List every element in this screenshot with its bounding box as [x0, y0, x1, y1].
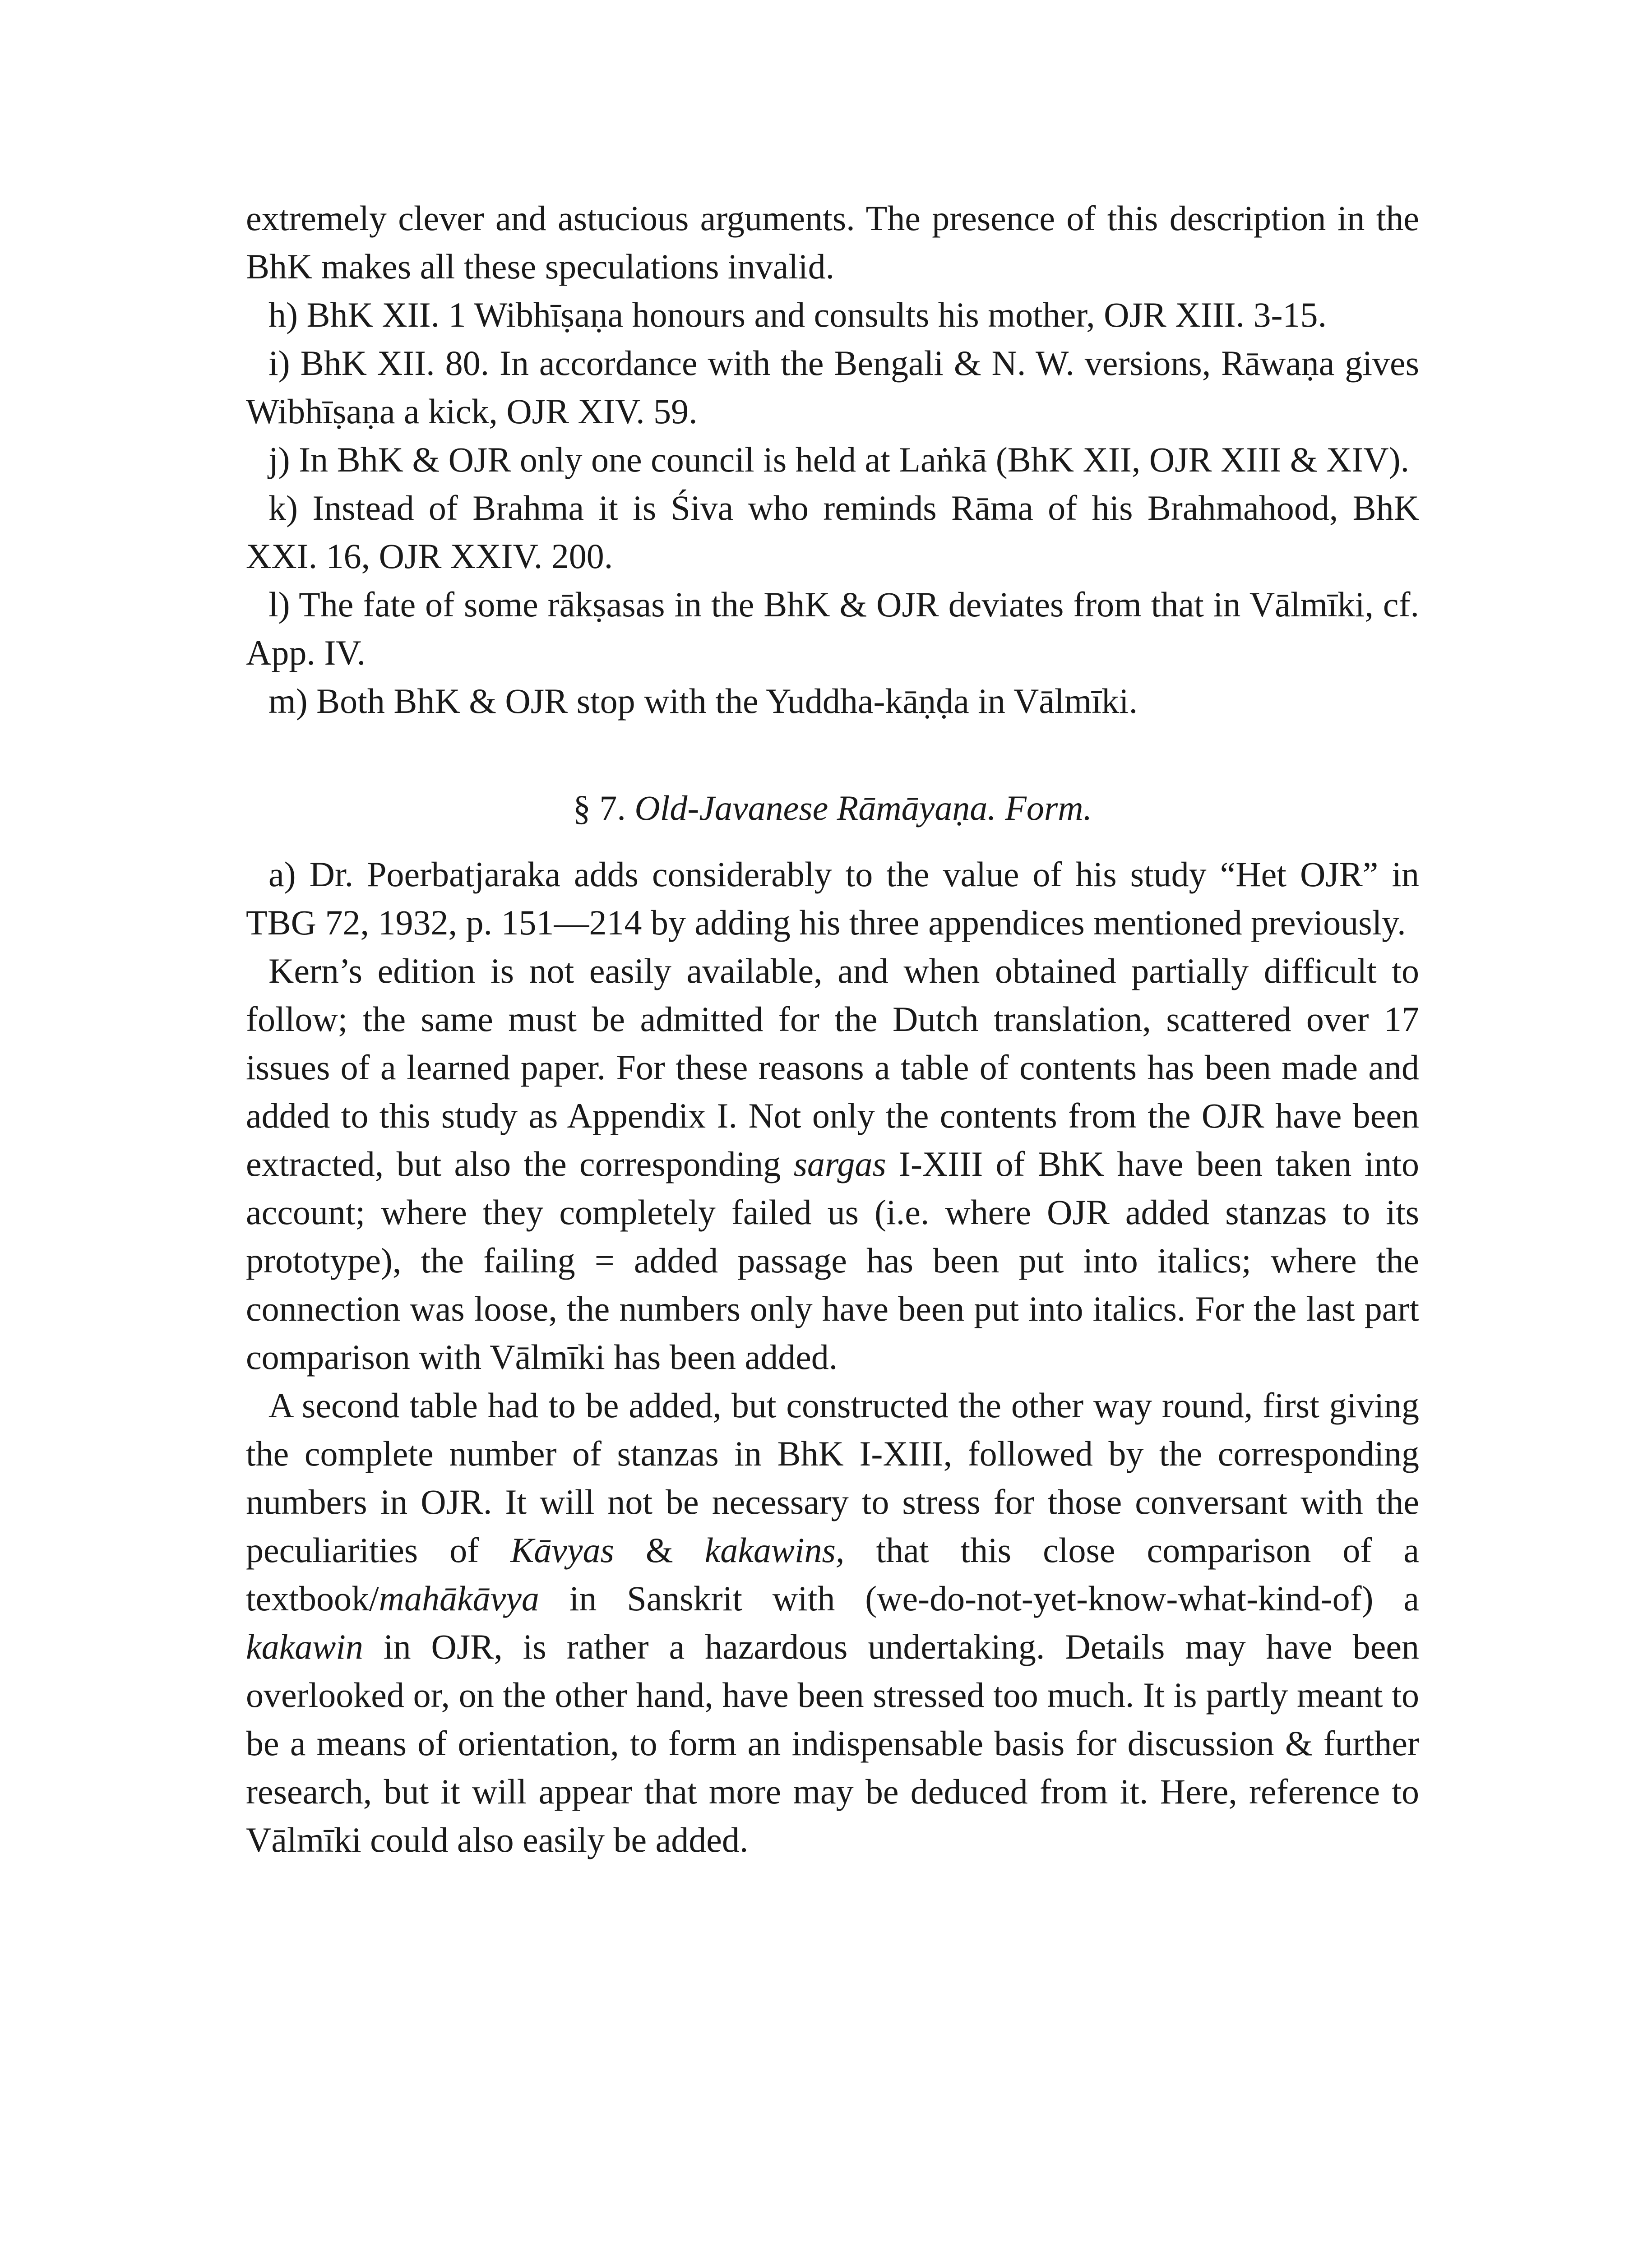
- page-content: [246, 194, 1419, 1864]
- list-item-j: j) In BhK & OJR only one council is held at Laṅkā (BhK XII, OJR XIII & XIV).: [268, 440, 1410, 479]
- paragraph-kern-sargas: sargas: [793, 1144, 886, 1183]
- paragraph-kern: [246, 947, 1419, 1381]
- paragraph-second-text-5: in OJR, is rather a hazardous undertaking. Details may have been overlooked or, on the other hand, have been stressed too much. It is partly meant to be a means of orientation, to form an indispensable basis for discussion & further research, but it will appear that more may be deduced from it. Here, reference to Vālmīki could also easily be added.: [246, 1627, 1419, 1859]
- section-mark: § 7.: [573, 788, 626, 828]
- paragraph-second-kavyas: Kāvyas: [510, 1530, 614, 1570]
- paragraph-second-text-1: A second table had to be added, but constructed the other way round, first giving the complete number of stanzas in BhK I-XIII, followed by the corresponding numbers in OJR. It will not be necessary to stress for those conversant with the peculiarities of: [246, 1386, 1419, 1570]
- list-item-m: m) Both BhK & OJR stop with the Yuddha-kāṇḍa in Vālmīki.: [268, 681, 1138, 721]
- paragraph-second-text-4: in Sanskrit with (we-do-not-yet-know-what-kind-of) a: [539, 1579, 1419, 1618]
- list-item-i: i) BhK XII. 80. In accordance with the Bengali & N. W. versions, Rāwaṇa gives Wibhīṣaṇa a kick, OJR XIV. 59.: [246, 343, 1419, 431]
- section-heading: [246, 784, 1419, 832]
- list-item-h: h) BhK XII. 1 Wibhīṣaṇa honours and consults his mother, OJR XIII. 3-15.: [268, 295, 1327, 334]
- list-item-k: k) Instead of Brahma it is Śiva who reminds Rāma of his Brahmahood, BhK XXI. 16, OJR XXIV. 200.: [246, 488, 1419, 576]
- section-title: Old-Javanese Rāmāyaṇa. Form.: [634, 788, 1092, 828]
- paragraph-a: a) Dr. Poerbatjaraka adds considerably to the value of his study “Het OJR” in TBG 72, 1932, p. 151—214 by adding his three appendices mentioned previously.: [246, 855, 1419, 942]
- paragraph-second-text-3: that this close comparison of a textbook/: [246, 1530, 1420, 1618]
- list-item-l: l) The fate of some rākṣasas in the BhK & OJR deviates from that in Vālmīki, cf. App. IV.: [246, 585, 1419, 672]
- paragraph-second-table: [246, 1381, 1419, 1864]
- paragraph-second-kakawin: kakawin: [246, 1627, 363, 1666]
- paragraph-second-kakawins: kakawins,: [704, 1530, 845, 1570]
- paragraph-kern-text-2: I-XIII of BhK have been taken into account; where they completely failed us (i.e. where OJR added stanzas to its prototype), the failing = added passage has been put into italics; where the connection was loose, the numbers only have been put into italics. For the last part comparison with Vālmīki has been added.: [246, 1144, 1420, 1377]
- list-block: [246, 194, 1419, 725]
- paragraph-kern-text-1: Kern’s edition is not easily available, and when obtained partially difficult to follow; the same must be admitted for the Dutch translation, scattered over 17 issues of a learned paper. For these reasons a table of contents has been made and added to this study as Appendix I. Not only the contents from the OJR have been extracted, but also the corresponding: [246, 951, 1419, 1183]
- continued-paragraph: extremely clever and astucious arguments. The presence of this description in the BhK makes all these speculations invalid.: [246, 199, 1419, 286]
- body-block: [246, 850, 1419, 1864]
- paragraph-second-text-2: &: [614, 1530, 705, 1570]
- paragraph-second-mahakavya: mahākāvya: [379, 1579, 539, 1618]
